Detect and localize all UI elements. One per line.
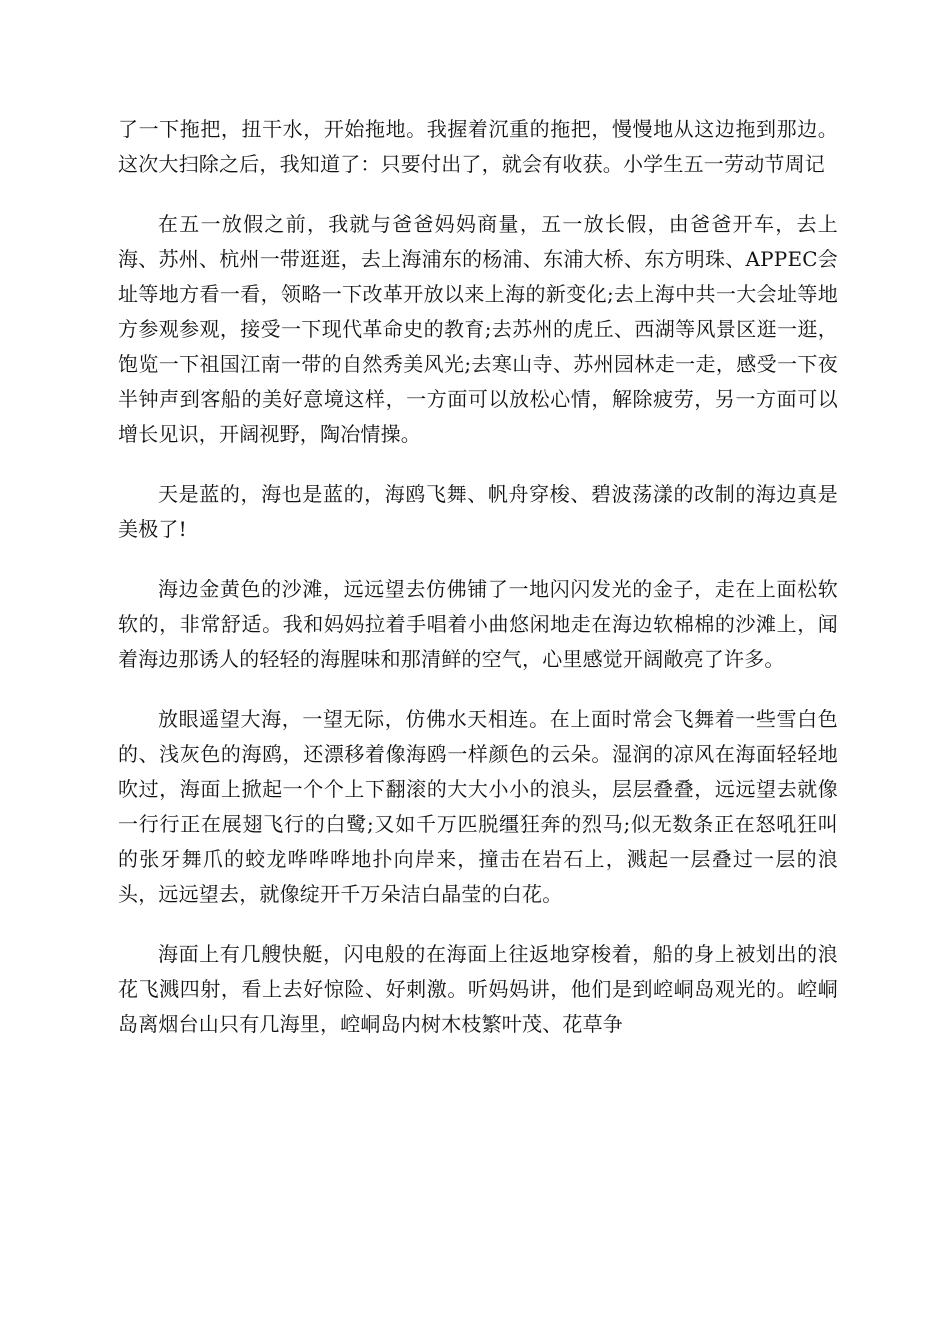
paragraph-1: 了一下拖把，扭干水，开始拖地。我握着沉重的拖把，慢慢地从这边拖到那边。这次大扫除之后，我知道了：只要付出了，就会有收获。小学生五一劳动节周记 — [118, 117, 838, 176]
paragraph-3: 天是蓝的，海也是蓝的，海鸥飞舞、帆舟穿梭、碧波荡漾的改制的海边真是美极了! — [118, 482, 838, 541]
paragraph-5: 放眼遥望大海，一望无际，仿佛水天相连。在上面时常会飞舞着一些雪白色的、浅灰色的海鸥，还漂移着像海鸥一样颜色的云朵。湿润的凉风在海面轻轻地吹过，海面上掀起一个个上下翻滚的大大小小的浪头，层层叠叠，远远望去就像一行行正在展翅飞行的白鹭;又如千万匹脱缰狂奔的烈马;似无数条正在怒吼狂叫的张牙舞爪的蛟龙哗哗哗地扑向岸来，撞击在岩石上，溅起一层叠过一层的浪头，远远望去，就像绽开千万朵洁白晶莹的白花。 — [118, 707, 838, 906]
paragraph-4: 海边金黄色的沙滩，远远望去仿佛铺了一地闪闪发光的金子，走在上面松软软的，非常舒适。我和妈妈拉着手唱着小曲悠闲地走在海边软棉棉的沙滩上，闻着海边那诱人的轻轻的海腥味和那清鲜的空气，心里感觉开阔敞亮了许多。 — [118, 577, 838, 671]
paragraph-2: 在五一放假之前，我就与爸爸妈妈商量，五一放长假，由爸爸开车，去上海、苏州、杭州一带逛逛，去上海浦东的杨浦、东浦大桥、东方明珠、APPEC会址等地方看一看，领略一下改革开放以来上海的新变化;去上海中共一大会址等地方参观参观，接受一下现代革命史的教育;去苏州的虎丘、西湖等风景区逛一逛，饱览一下祖国江南一带的自然秀美风光;去寒山寺、苏州园林走一走，感受一下夜半钟声到客船的美好意境这样，一方面可以放松心情，解除疲劳，另一方面可以增长见识，开阔视野，陶冶情操。 — [118, 212, 838, 446]
paragraph-6: 海面上有几艘快艇，闪电般的在海面上往返地穿梭着，船的身上被划出的浪花飞溅四射，看上去好惊险、好刺激。听妈妈讲，他们是到崆峒岛观光的。崆峒岛离烟台山只有几海里，崆峒岛内树木枝繁叶茂、花草争 — [118, 942, 838, 1036]
document-page — [118, 112, 838, 1067]
